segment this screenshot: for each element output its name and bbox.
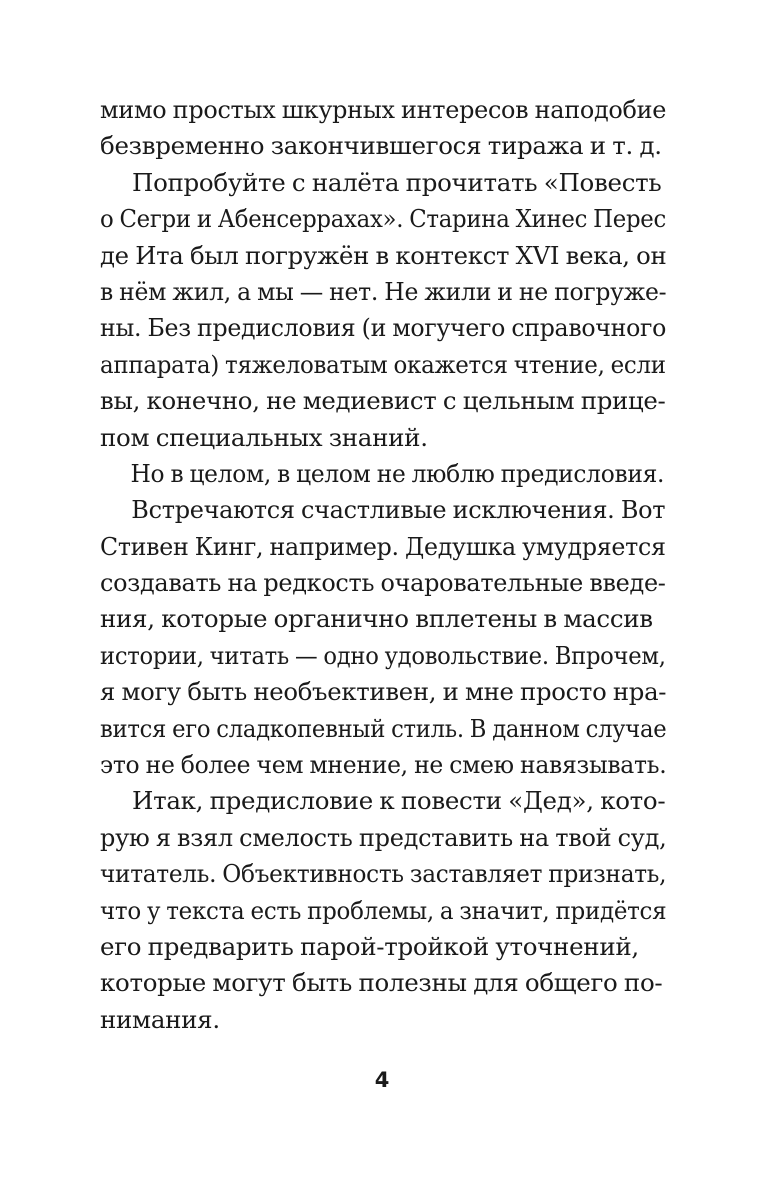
text-line: нимания. [100,1004,220,1034]
text-line: Стивен Кинг, например. Дедушка умудряется [100,531,666,561]
paragraph-first-line: Попробуйте с налёта прочитать «Повесть [132,167,662,197]
text-line: о Сегри и Абенсеррахах». Старина Хинес Перес [100,204,666,234]
text-line: аппарата) тяжеловатым окажется чтение, если [100,349,666,379]
text-line: де Ита был погружён в контекст XVI века, он [100,240,667,270]
text-line: истории, читать — одно удовольствие. Впрочем, [100,640,666,670]
text-line: рую я взял смелость представить на твой суд, [100,822,667,852]
body-text [100,92,666,1038]
text-line: пом специальных знаний. [100,422,428,452]
paragraph-first-line: Но в целом, в целом не люблю предисловия. [130,458,665,488]
text-line: мимо простых шкурных интересов наподобие [100,95,667,124]
text-line: создавать на редкость очаровательные введе- [100,568,666,598]
text-line: вится его сладкопевный стиль. В данном случае [100,713,667,743]
text-line: ны. Без предисловия (и могучего справочного [100,313,667,343]
text-line: читатель. Объективность заставляет признать, [100,859,667,889]
text-line: что у текста есть проблемы, а значит, придётся [100,895,667,925]
paragraph-first-line: Итак, предисловие к повести «Дед», кото- [132,786,666,816]
text-line: ния, которые органично вплетены в массив [100,604,653,634]
text-line: я могу быть необъективен, и мне просто нра- [100,677,667,707]
text-line: вы, конечно, не медиевист с цельным прице- [100,386,666,416]
text-line: в нём жил, а мы — нет. Не жили и не погруже- [100,276,667,306]
paragraph-first-line: Встречаются счастливые исключения. Вот [131,495,666,525]
text-line: безвременно закончившегося тиража и т. д. [100,131,662,161]
text-line: его предварить парой-тройкой уточнений, [100,931,639,961]
text-line: которые могут быть полезны для общего по- [100,968,663,998]
page-number: 4 [374,1068,390,1092]
text-line: это не более чем мнение, не смею навязывать. [100,750,667,780]
